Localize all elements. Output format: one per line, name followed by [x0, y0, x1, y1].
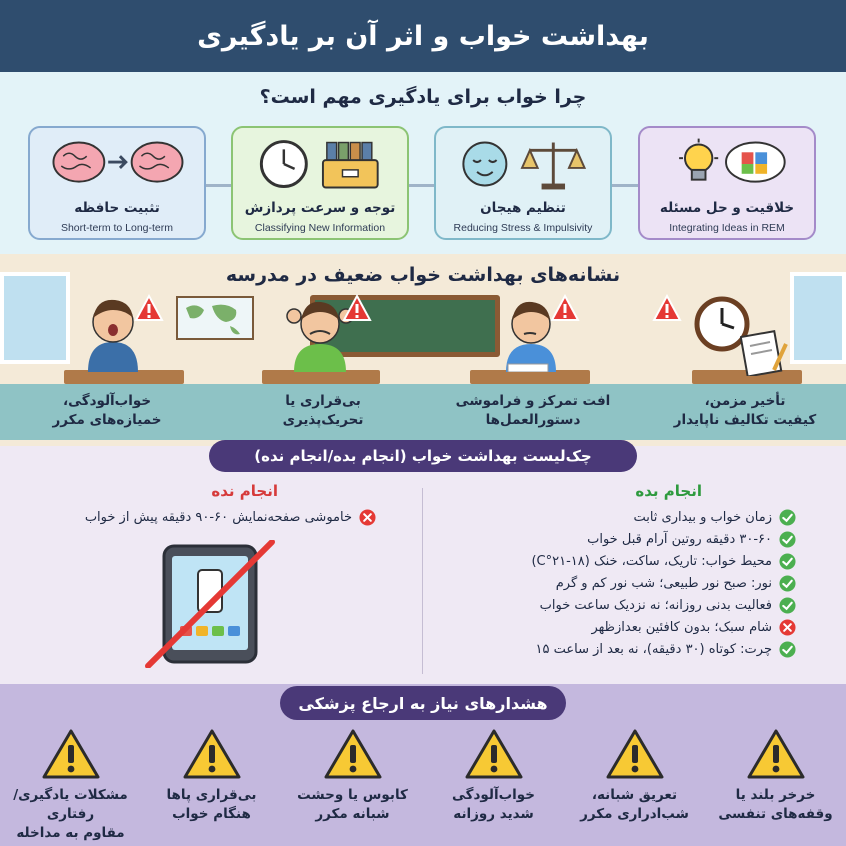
why-section-title: چرا خواب برای یادگیری مهم است؟	[259, 86, 587, 108]
warning-icon	[342, 294, 372, 322]
page-title: بهداشت خواب و اثر آن بر یادگیری	[197, 20, 649, 52]
cross-icon	[359, 509, 376, 526]
calm-face-scales-icon	[436, 136, 610, 194]
warning-icon	[652, 294, 682, 322]
alerts-title: هشدارهای نیاز به ارجاع پزشکی	[280, 686, 566, 720]
homework-paper-icon	[740, 330, 788, 376]
check-icon	[779, 641, 796, 658]
referral-alert	[147, 728, 277, 824]
checklist-item	[416, 528, 796, 550]
check-icon	[779, 575, 796, 592]
card-title: خلاقیت و حل مسئله	[659, 200, 795, 216]
card-subtitle: Short-term to Long-term	[60, 222, 174, 234]
warning-icon	[182, 728, 242, 780]
warning-icon	[134, 294, 164, 322]
sign-attention-drop: افت تمرکز و فراموشی دستورالعمل‌ها	[455, 393, 611, 428]
desk	[262, 370, 380, 384]
warning-icon	[605, 728, 665, 780]
check-icon	[779, 509, 796, 526]
lightbulb-puzzle-icon	[640, 136, 814, 194]
classroom-door-right	[790, 272, 846, 364]
checklist-item	[416, 616, 796, 638]
referral-alert	[570, 728, 700, 824]
card-emotion-regulation	[434, 126, 612, 240]
header-banner	[0, 0, 846, 72]
checklist-item-text: محیط خواب: تاریک، ساکت، خنک (۱۸-۲۱°C)	[531, 553, 772, 569]
card-memory	[28, 126, 206, 240]
checklist-item-text: خاموشی صفحه‌نمایش ۶۰-۹۰ دقیقه پیش از خواب	[84, 509, 352, 525]
checklist-item	[416, 572, 796, 594]
desk	[64, 370, 184, 384]
checklist-title: چک‌لیست بهداشت خواب (انجام بده/انجام نده)	[209, 440, 637, 472]
do-list	[416, 506, 796, 660]
signs-section-title: نشانه‌های بهداشت خواب ضعیف در مدرسه	[225, 264, 621, 286]
alert-text: مشکلات یادگیری/رفتاری مقاوم به مداخله	[13, 787, 128, 841]
sign-irritability: بی‌قراری یا تحریک‌پذیری	[282, 393, 364, 428]
world-map-icon	[176, 296, 254, 340]
sign-sleepiness: خواب‌آلودگی، خمیازه‌های مکرر	[52, 393, 162, 428]
warning-icon	[41, 728, 101, 780]
card-creativity	[638, 126, 816, 240]
card-title: تنظیم هیجان	[480, 200, 566, 216]
checklist-item-text: نور: صبح نور طبیعی؛ شب نور کم و گرم	[555, 575, 772, 591]
card-subtitle: Classifying New Information	[254, 222, 386, 234]
checklist-item-text: زمان خواب و بیداری ثابت	[633, 509, 772, 525]
dont-list	[36, 506, 376, 528]
card-title: تثبیت حافظه	[74, 200, 160, 216]
clock-folder-icon	[233, 136, 407, 194]
alert-text: تعریق شبانه، شب‌ادراری مکرر	[580, 787, 689, 822]
alert-text: کابوس یا وحشت شبانه مکرر	[297, 787, 408, 822]
alert-text: خرخر بلند یا وقفه‌های تنفسی	[718, 787, 833, 822]
check-icon	[779, 597, 796, 614]
referral-alert	[6, 728, 136, 843]
checklist-item-text: ۳۰-۶۰ دقیقه روتین آرام قبل خواب	[587, 531, 772, 547]
checklist-item	[416, 638, 796, 660]
card-title: توجه و سرعت پردازش	[244, 200, 396, 216]
cross-icon	[779, 619, 796, 636]
check-icon	[779, 531, 796, 548]
checklist-item	[416, 594, 796, 616]
desk	[470, 370, 590, 384]
alert-text: خواب‌آلودگی شدید روزانه	[452, 787, 535, 822]
checklist-item-text: شام سبک؛ بدون کافئین بعدازظهر	[591, 619, 772, 635]
card-subtitle: Reducing Stress & Impulsivity	[453, 222, 593, 234]
checklist-item	[416, 506, 796, 528]
warning-icon	[550, 294, 580, 322]
card-attention	[231, 126, 409, 240]
warning-icon	[464, 728, 524, 780]
check-icon	[779, 553, 796, 570]
checklist-item	[36, 506, 376, 528]
warning-icon	[746, 728, 806, 780]
do-column-title: انجام بده	[635, 482, 702, 500]
brain-icon	[30, 136, 204, 194]
crossed-tablet-icon	[140, 540, 280, 668]
referral-alert	[288, 728, 418, 824]
checklist-item-text: چرت: کوتاه (۳۰ دقیقه)، نه بعد از ساعت ۱۵	[535, 641, 772, 657]
sign-chronic-lateness: تأخیر مزمن، کیفیت تکالیف ناپایدار	[673, 393, 817, 428]
dont-column-title: انجام نده	[211, 482, 278, 500]
checklist-item-text: فعالیت بدنی روزانه؛ نه نزدیک ساعت خواب	[539, 597, 772, 613]
alert-text: بی‌قراری پاها هنگام خواب	[166, 787, 257, 822]
card-subtitle: Integrating Ideas in REM	[669, 222, 785, 234]
referral-alert	[429, 728, 559, 824]
warning-icon	[323, 728, 383, 780]
checklist-item	[416, 550, 796, 572]
classroom-window-left	[0, 272, 70, 364]
referral-alert	[711, 728, 841, 824]
